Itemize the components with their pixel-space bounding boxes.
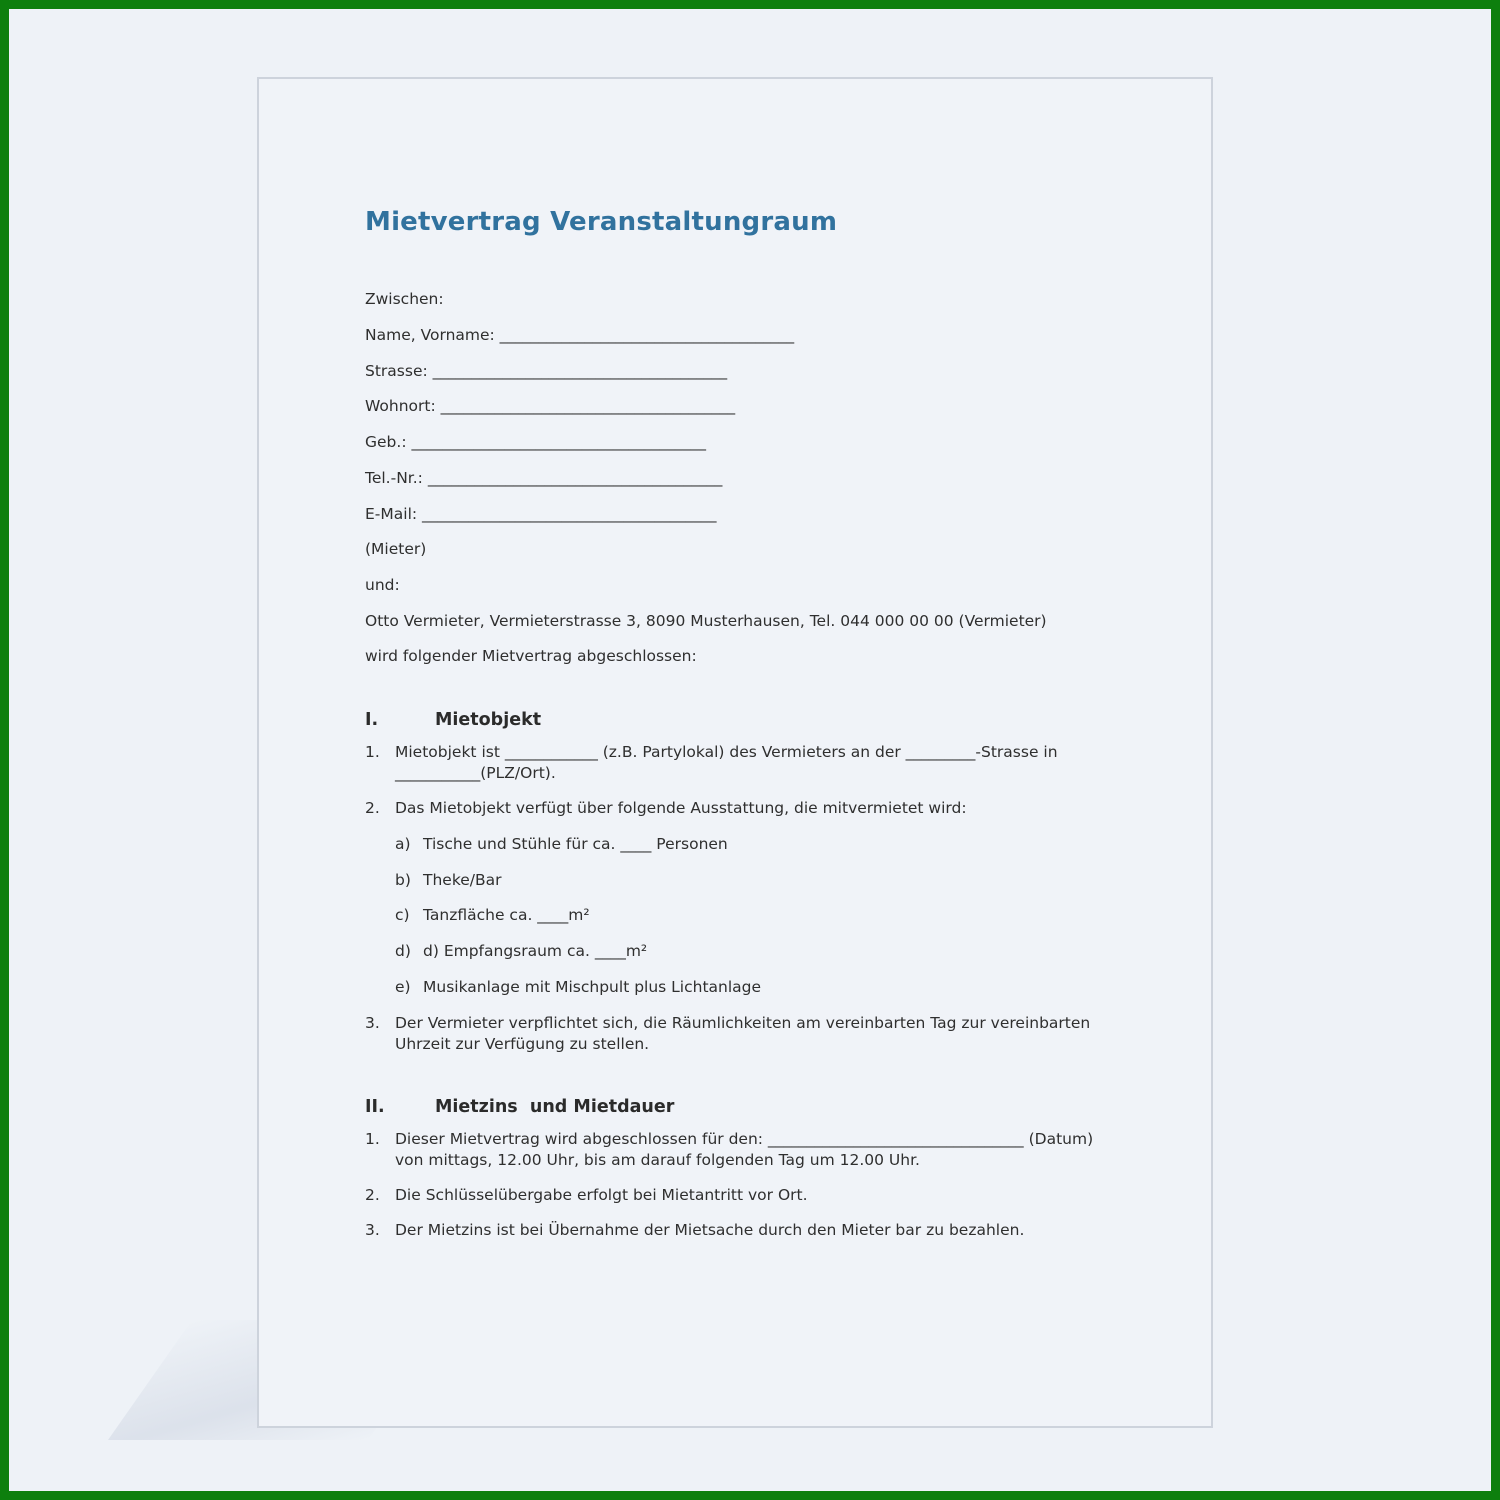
item-number: 2.: [365, 1186, 380, 1204]
section-1-number: I.: [365, 710, 379, 730]
section-2-item-2: [365, 1185, 1095, 1206]
item-number: 1.: [365, 743, 380, 761]
document-title: Mietvertrag Veranstaltungraum: [365, 207, 838, 237]
equipment-item-b: [395, 871, 502, 889]
item-text: Der Vermieter verpflichtet sich, die Räumlichkeiten am vereinbarten Tag zur vereinbarten Uhrzeit zur Verfügung zu stellen.: [395, 1014, 1091, 1053]
sub-text: Tanzfläche ca. ____m²: [423, 906, 590, 924]
field-phone: Tel.-Nr.: ______________________________________: [365, 469, 723, 487]
section-2-title: Mietzins und Mietdauer: [435, 1097, 675, 1117]
item-number: 3.: [365, 1221, 380, 1239]
item-text: Der Mietzins ist bei Übernahme der Mietsache durch den Mieter bar zu bezahlen.: [395, 1221, 1025, 1239]
item-text: Das Mietobjekt verfügt über folgende Ausstattung, die mitvermietet wird:: [395, 799, 967, 817]
section-2-heading: [365, 1097, 674, 1117]
equipment-item-a: [395, 835, 728, 853]
field-email: E-Mail: ______________________________________: [365, 505, 717, 523]
equipment-item-d: [395, 942, 647, 960]
item-text: Die Schlüsselübergabe erfolgt bei Mietantritt vor Ort.: [395, 1186, 808, 1204]
sub-text: Theke/Bar: [423, 871, 502, 889]
field-name: Name, Vorname: ______________________________________: [365, 326, 795, 344]
field-street: Strasse: ______________________________________: [365, 362, 728, 380]
sub-text: d) Empfangsraum ca. ____m²: [423, 942, 648, 960]
item-number: 3.: [365, 1014, 380, 1032]
section-1-item-3: [365, 1013, 1095, 1055]
document-page: [257, 77, 1213, 1428]
landlord-line: Otto Vermieter, Vermieterstrasse 3, 8090 Musterhausen, Tel. 044 000 00 00 (Vermieter): [365, 612, 1047, 630]
section-1-item-2: [365, 798, 1095, 819]
item-text: Dieser Mietvertrag wird abgeschlossen für den: _________________________________ (Datum) von mittags, 12.00 Uhr, bis am darauf folgenden Tag um 12.00 Uhr.: [395, 1130, 1094, 1169]
sub-text: Musikanlage mit Mischpult plus Lichtanlage: [423, 978, 762, 996]
sub-letter: e): [395, 978, 411, 996]
sub-letter: d): [395, 942, 411, 960]
sub-letter: b): [395, 871, 411, 889]
sub-letter: c): [395, 906, 410, 924]
section-2-item-1: [365, 1129, 1095, 1171]
sub-text: Tische und Stühle für ca. ____ Personen: [423, 835, 728, 853]
section-1-heading: [365, 710, 541, 730]
field-residence: Wohnort: ______________________________________: [365, 397, 736, 415]
section-2-number: II.: [365, 1097, 385, 1117]
intro-between: Zwischen:: [365, 290, 444, 308]
and-label: und:: [365, 576, 400, 594]
section-1-title: Mietobjekt: [435, 710, 542, 730]
item-number: 2.: [365, 799, 380, 817]
tenant-label: (Mieter): [365, 540, 427, 558]
item-text: Mietobjekt ist ____________ (z.B. Partylokal) des Vermieters an der _________-Strasse in ___________(PLZ/Ort).: [395, 743, 1058, 782]
section-2-item-3: [365, 1220, 1095, 1241]
sub-letter: a): [395, 835, 411, 853]
equipment-item-c: [395, 906, 590, 924]
section-1-item-1: [365, 742, 1095, 784]
field-birthdate: Geb.: ______________________________________: [365, 433, 706, 451]
item-number: 1.: [365, 1130, 380, 1148]
equipment-item-e: [395, 978, 761, 996]
contract-intro: wird folgender Mietvertrag abgeschlossen:: [365, 647, 697, 665]
